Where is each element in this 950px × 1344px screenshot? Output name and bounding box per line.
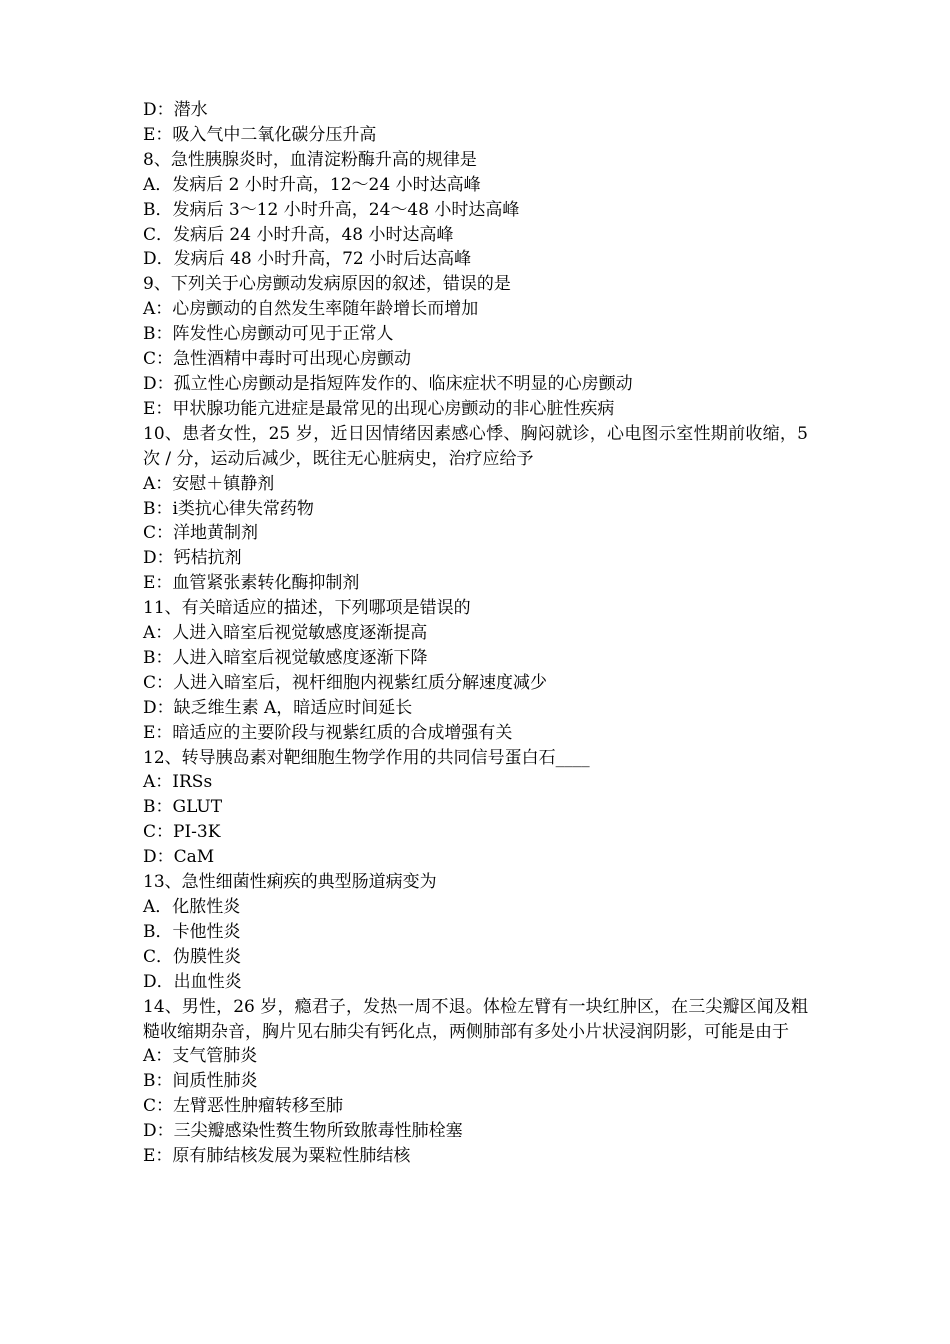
option-line: B：人进入暗室后视觉敏感度逐渐下降 [143,647,428,668]
option-line: A：心房颤动的自然发生率随年龄增长而增加 [143,299,479,320]
option-line: C：急性酒精中毒时可出现心房颤动 [143,349,412,370]
option-line: D：钙桔抗剂 [143,548,242,569]
option-line: A．发病后 2 小时升高，12～24 小时达高峰 [143,174,481,195]
option-line: A：安慰＋镇静剂 [143,473,275,494]
option-line: D：CaM [143,847,215,868]
option-line: B：阵发性心房颤动可见于正常人 [143,324,394,345]
option-line: A．化脓性炎 [143,897,241,917]
option-line: B：ⅰ类抗心律失常药物 [143,498,314,519]
option-line: D：潜水 [143,100,208,120]
option-line: E：暗适应的主要阶段与视紫红质的合成增强有关 [143,722,513,743]
option-line: C：左臂恶性肿瘤转移至肺 [143,1096,344,1117]
option-line: D：三尖瓣感染性赘生物所致脓毒性肺栓塞 [143,1121,463,1142]
option-line: A：支气管肺炎 [143,1046,258,1067]
question-line: 13、急性细菌性痢疾的典型肠道病变为 [143,872,437,893]
option-line: D．发病后 48 小时升高，72 小时后达高峰 [143,249,472,270]
question-line: 14、男性，26 岁，瘾君子，发热一周不退。体检左臂有一块红肿区，在三尖瓣区闻及粗糙收缩期杂音，胸片见右肺尖有钙化点，两侧肺部有多处小片状浸润阴影，可能是由于 [143,996,808,1042]
option-line: C．伪膜性炎 [143,946,242,967]
option-line: C．发病后 24 小时升高，48 小时达高峰 [143,224,454,245]
option-line: A：人进入暗室后视觉敏感度逐渐提高 [143,623,428,644]
option-line: D．出血性炎 [143,971,242,992]
option-line: C：PI-3K [143,822,221,843]
option-line: B．卡他性炎 [143,921,241,942]
option-line: B：间质性肺炎 [143,1071,258,1092]
question-line: 8、急性胰腺炎时，血清淀粉酶升高的规律是 [143,149,477,170]
option-line: E：原有肺结核发展为粟粒性肺结核 [143,1146,411,1167]
option-line: A：IRSs [143,772,213,793]
option-line: E：血管紧张素转化酶抑制剂 [143,573,360,594]
question-line: 11、有关暗适应的描述，下列哪项是错误的 [143,598,471,619]
document-page [143,98,808,1169]
question-line: 10、患者女性，25 岁，近日因情绪因素感心悸、胸闷就诊，心电图示室性期前收缩，5 次 / 分，运动后减少，既往无心脏病史，治疗应给予 [143,423,808,469]
option-line: C：人进入暗室后，视杆细胞内视紫红质分解速度减少 [143,672,548,693]
option-line: E：甲状腺功能亢进症是最常见的出现心房颤动的非心脏性疾病 [143,398,615,419]
option-line: E：吸入气中二氧化碳分压升高 [143,124,377,145]
question-line: 9、下列关于心房颤动发病原因的叙述，错误的是 [143,274,511,295]
option-line: D：缺乏维生素 A，暗适应时间延长 [143,697,413,718]
option-line: B：GLUT [143,797,223,818]
option-line: C：洋地黄制剂 [143,523,259,544]
option-line: D：孤立性心房颤动是指短阵发作的、临床症状不明显的心房颤动 [143,373,633,394]
option-line: B．发病后 3～12 小时升高，24～48 小时达高峰 [143,199,520,220]
question-line: 12、转导胰岛素对靶细胞生物学作用的共同信号蛋白石____ [143,747,590,768]
